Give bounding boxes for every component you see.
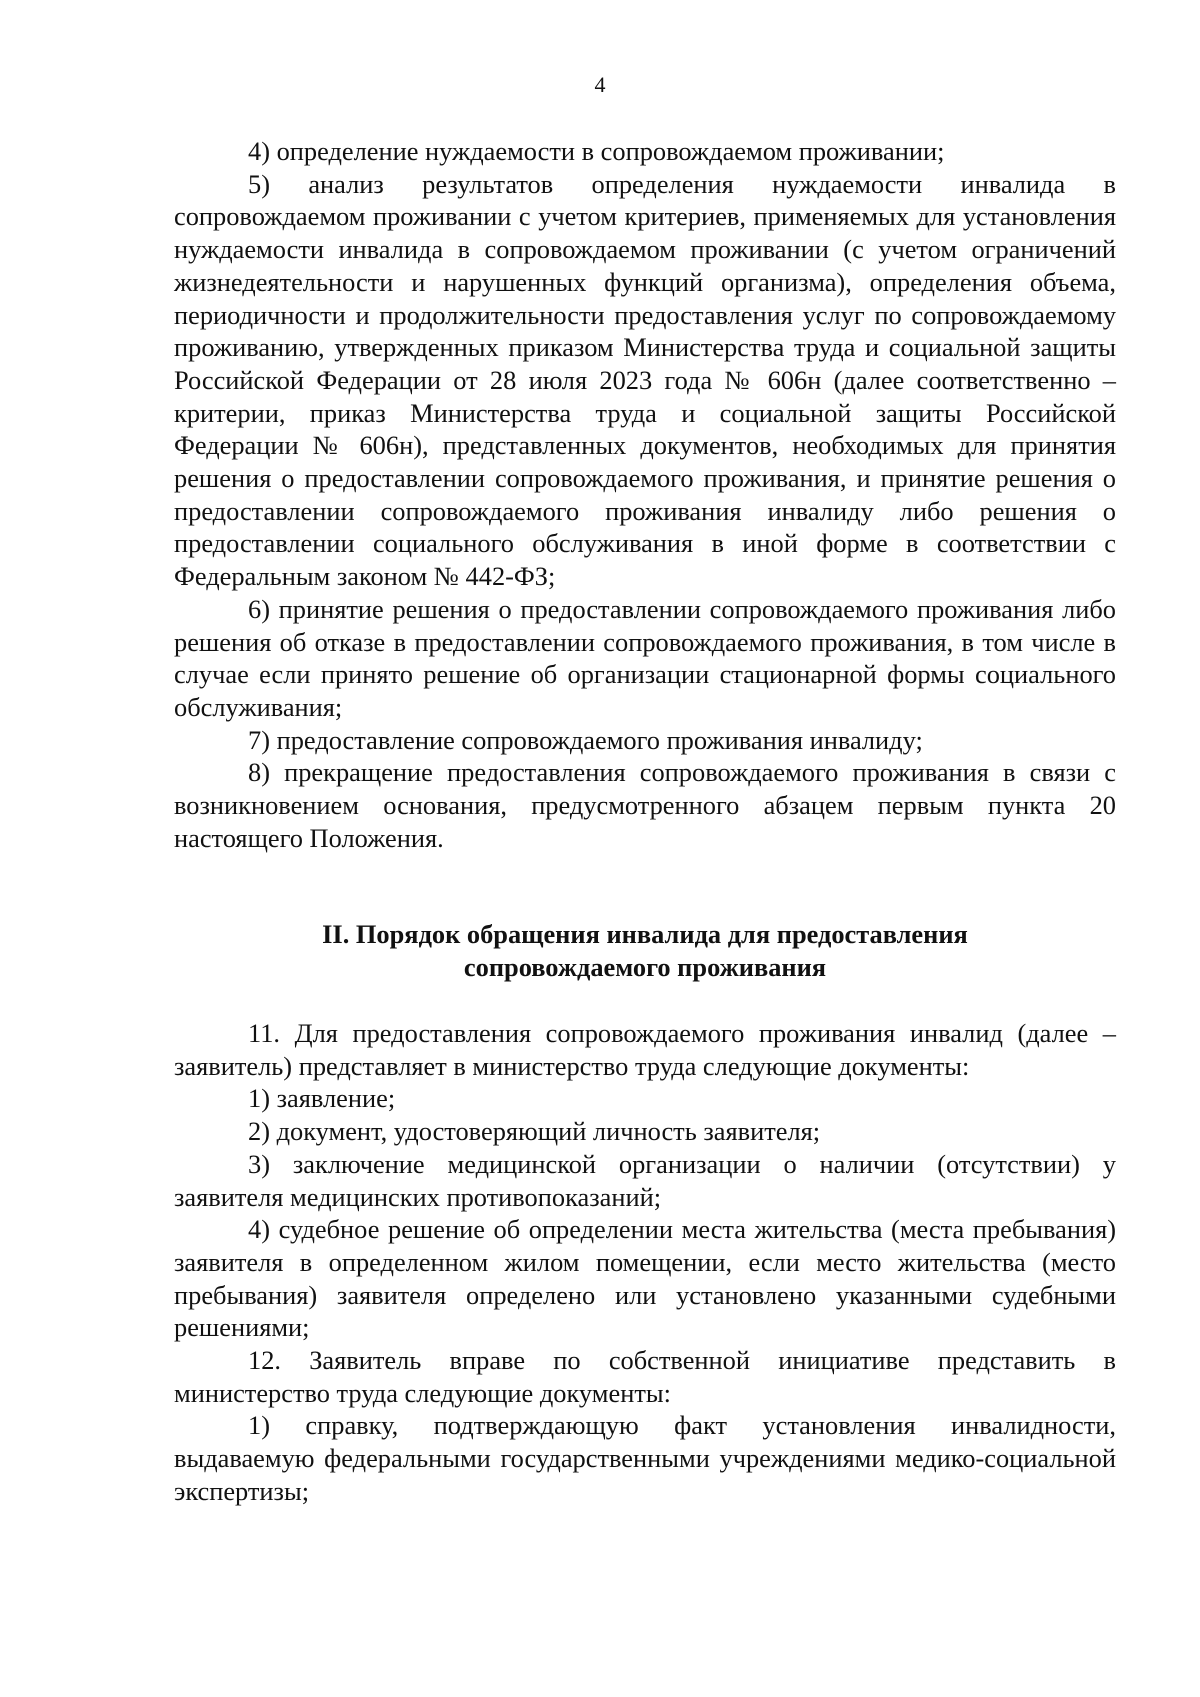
section-one-list [174,135,1116,854]
list-item: 4) судебное решение об определении места жительства (места пребывания) заявителя в определенном жилом помещении, если место жительства (место пребывания) заявителя определено или установлено указанными судебными решениями; [174,1214,1116,1343]
list-item: 2) документ, удостоверяющий личность заявителя; [248,1116,821,1147]
list-item: 1) заявление; [248,1083,396,1114]
section-heading-line: II. Порядок обращения инвалида для предоставления [322,919,968,949]
list-item: 4) определение нуждаемости в сопровождаемом проживании; [248,136,945,166]
paragraph: 11. Для предоставления сопровождаемого проживания инвалид (далее – заявитель) представляет в министерство труда следующие документы: [174,1018,1116,1081]
section-two-body [174,1017,1116,1508]
list-item: 6) принятие решения о предоставлении сопровождаемого проживания либо решения об отказе в предоставлении сопровождаемого проживания, в том числе в случае если принято решение об организации стационарной формы социального обслуживания; [174,593,1116,722]
list-item: 7) предоставление сопровождаемого проживания инвалиду; [248,724,923,755]
list-item: 8) прекращение предоставления сопровождаемого проживания в связи с возникновением основания, предусмотренного абзацем первым пункта 20 настоящего Положения. [174,757,1116,853]
page-number: 4 [594,72,606,97]
list-item: 3) заключение медицинской организации о наличии (отсутствии) у заявителя медицинских противопоказаний; [174,1148,1116,1212]
paragraph: 12. Заявитель вправе по собственной инициативе представить в министерство труда следующие документы: [174,1345,1116,1408]
list-item: 5) анализ результатов определения нуждаемости инвалида в сопровождаемом проживании с учетом критериев, применяемых для установления нуждаемости инвалида в сопровождаемом проживании (с учетом ограничений жизнедеятельности и нарушенных функций организма), определения объема, периодичности и продолжительности предоставления услуг по сопровождаемому проживанию, утвержденных приказом Министерства труда и социальной защиты Российской Федерации от 28 июля 2023 года № 606н (далее соответственно – критерии, приказ Министерства труда и социальной защиты Российской Федерации № 606н), представленных документов, необходимых для принятия решения о предоставлении сопровождаемого проживания, и принятие решения о предоставлении сопровождаемого проживания инвалиду либо решения о предоставлении социального обслуживания в иной форме в соответствии с Федеральным законом № 442-ФЗ; [174,168,1116,592]
section-heading-line: сопровождаемого проживания [463,952,827,982]
list-item: 1) справку, подтверждающую факт установления инвалидности, выдаваемую федеральными государственными учреждениями медико-социальной экспертизы; [174,1410,1116,1506]
section-heading [174,918,1116,984]
